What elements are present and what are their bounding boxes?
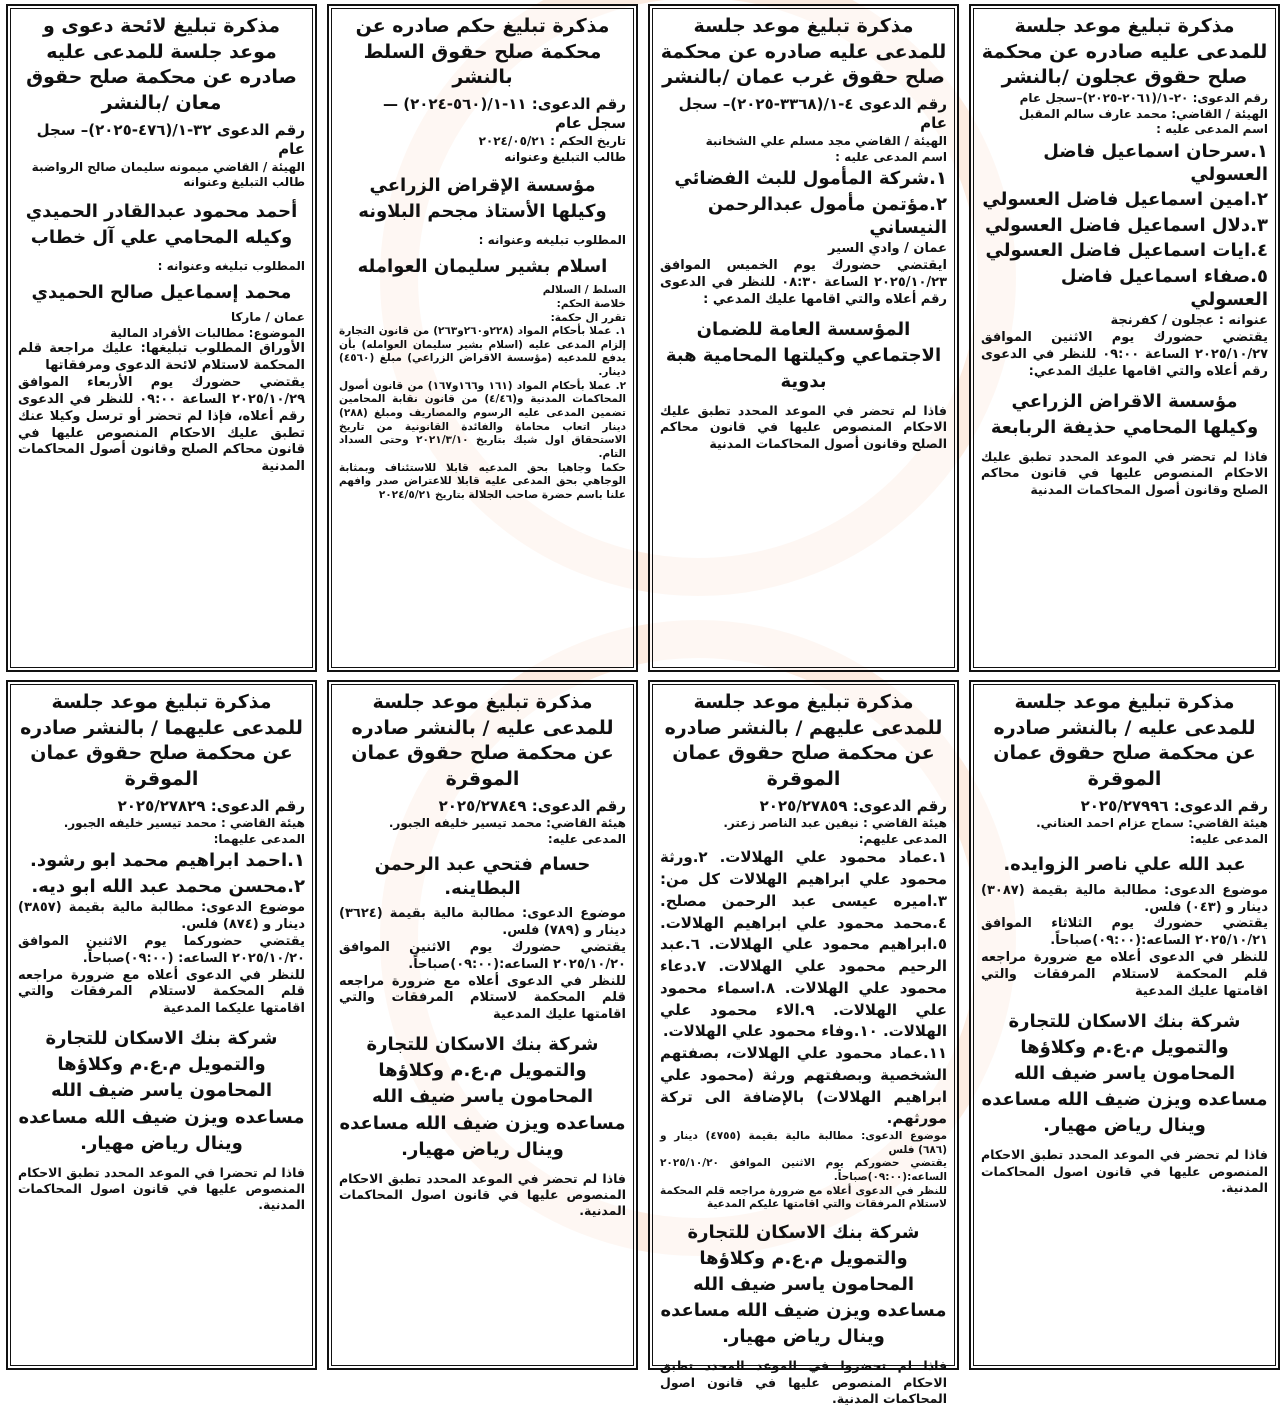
notice-meta: المطلوب تبليغه وعنوانه :: [478, 233, 626, 248]
case-number: رقم الدعوى: ٢٠٢٥/٢٧٨٢٩: [117, 796, 305, 815]
legal-notice: [6, 680, 317, 1370]
notice-body: عمان / وادي السير: [828, 241, 947, 257]
notice-detail: ١. عملا بأحكام المواد (٢٢٨و٢٦٠و٢٦٣) من قانون التجارة إلزام المدعى عليه (اسلام بشير سليمان العوامله) بأن يدفع للمدعيه (مؤسسة الاقراض الزراعي) مبلغ (٤٥٦٠) دينار.: [339, 325, 626, 379]
plaintiff-name: شركة بنك الاسكان للتجارة والتمويل م.ع.م وكلاؤها المحامون ياسر ضيف الله مساعده ويزن ضيف الله مساعده وينال رياض مهيار.: [18, 1028, 305, 1154]
notice-meta: هيئة القاضي : نيفين عبد الناصر زعتر.: [723, 816, 947, 831]
defendant-name: ٤.ايات اسماعيل فاضل العسولي: [985, 240, 1268, 262]
notice-meta: طالب التبليغ وعنوانه: [183, 175, 305, 190]
notice-detail: ٢. عملا بأحكام المواد (١٦١ و١٦٦و١٦٧) من قانون أصول المحاكمات المدنية و(٤/٤٦) من قانون نقابة المحامين تضمين المدعى عليه الرسوم والمصاريف ومبلغ (٢٨٨) دينار اتعاب محاماة والفائدة القانونية من تاريخ الاستحقاق اول شيك بتاريخ ٢٠٢١/٣/١٠ وحتى السداد التام.: [339, 379, 626, 460]
notice-title: مذكرة تبليغ موعد جلسة للمدعى عليه صادره عن محكمة صلح حقوق عجلون /بالنشر: [981, 15, 1268, 89]
notice-footer: فاذا لم تحضرا في الموعد المحدد تطبق الاحكام المنصوص عليها في قانون اصول المحاكمات المدنية.: [18, 1164, 305, 1213]
defendant-name: ٢.محسن محمد عبد الله ابو ديه.: [31, 875, 305, 897]
notice-body: موضوع الدعوى: مطالبة مالية بقيمة (٣٠٨٧) دينار و (٠٤٣) فلس.: [981, 882, 1268, 915]
party-name: محمد إسماعيل صالح الحميدي: [31, 281, 292, 303]
notice-meta: طالب التبليغ وعنوانه: [504, 149, 626, 164]
notice-meta: المطلوب تبليغه وعنوانه :: [157, 258, 305, 273]
plaintiff-name: شركة بنك الاسكان للتجارة والتمويل م.ع.م وكلاؤها المحامون ياسر ضيف الله مساعده ويزن ضيف الله مساعده وينال رياض مهيار.: [981, 1010, 1268, 1137]
notice-meta: المدعى عليه:: [1189, 831, 1268, 846]
notice-detail: السلط / السلالم: [542, 284, 626, 297]
notice-detail: تقرر ال حكمة:: [550, 311, 626, 324]
notice-meta: عمان / ماركا: [230, 309, 305, 324]
notice-body: ايقتضي حضورك يوم الخميس الموافق ٢٠٢٥/١٠/٢٣ الساعة ٠٨:٣٠ للنظر في الدعوى رقم أعلاه والتي اقامها عليك المدعي :: [660, 258, 948, 307]
notice-meta: المدعى عليهم:: [858, 831, 947, 846]
defendants-list: ١.عماد محمود علي الهلالات. ٢.ورثة محمود علي ابراهيم الهلالات كل من: ٣.اميره عيسى عبد الرحمن مصلح. ٤.محمد محمود علي ابراهيم الهلالات. ٥.ابراهيم محمود علي الهلالات. ٦.عبد الرحيم محمود علي الهلالات. ٧.دعاء محمود علي الهلالات. ٨.اسماء محمود علي الهلالات. ٩.الاء محمود علي الهلالات. ١٠.وفاء محمود علي الهلالات.: [660, 848, 947, 1041]
notice-meta: المدعى عليه:: [547, 831, 626, 846]
plaintiff-name: شركة بنك الاسكان للتجارة والتمويل م.ع.م وكلاؤها المحامون ياسر ضيف الله مساعده ويزن ضيف الله مساعده وينال رياض مهيار.: [339, 1034, 626, 1160]
notice-footer: فاذا لم تحضر في الموعد المحدد تطبق عليك الاحكام المنصوص عليها في قانون محاكم الصلح وقانون أصول المحاكمات المدنية: [660, 403, 947, 451]
legal-notice: [6, 4, 317, 672]
defendants-list: ١١.عماد محمود علي الهلالات، بصفتهم الشخصية وبصفتهم ورثة (محمود علي ابراهيم الهلالات) بالإضافة الى تركة مورثهم.: [660, 1044, 947, 1128]
plaintiff-name: المؤسسة العامة للضمان الاجتماعي وكيلتها المحامية هبة بدوية: [665, 318, 942, 393]
legal-notice: [648, 4, 959, 672]
notice-meta: اسم المدعى عليه :: [1156, 122, 1268, 137]
notice-title: مذكرة تبليغ حكم صادره عن محكمة صلح حقوق السلط بالنشر: [355, 15, 610, 89]
notice-meta: الهيئة / القاضي ميمونه سليمان صالح الرواضبة: [31, 159, 305, 174]
legal-notice: [327, 4, 638, 672]
notice-body: موضوع الدعوى: مطالبة مالية بقيمة (٣٨٥٧) دينار و (٨٧٤) فلس.: [18, 900, 305, 932]
notice-detail: خلاصة الحكم:: [556, 297, 626, 310]
plaintiff-name: شركة بنك الاسكان للتجارة والتمويل م.ع.م وكلاؤها المحامون ياسر ضيف الله مساعده ويزن ضيف الله مساعده وينال رياض مهيار.: [660, 1221, 947, 1348]
case-number: رقم الدعوى: ٢٠٢٥/٢٧٩٩٦: [1080, 796, 1268, 815]
legal-notice: [327, 680, 638, 1370]
notice-footer: فاذا لم تحضروا في الموعد المحدد تطبق الاحكام المنصوص عليها في قانون اصول المحاكمات المدنية.: [660, 1358, 947, 1406]
notice-footer: فاذا لم تحضر في الموعد المحدد تطبق الاحكام المنصوص عليها في قانون اصول المحاكمات المدنية.: [339, 1170, 626, 1219]
notice-detail: حكما وجاهيا بحق المدعيه قابلا للاستئناف وبمثابة الوجاهي بحق المدعى عليه قابلا للاعتراض صدر وافهم علنا باسم حضرة صاحب الجلالة بتاريخ ٢٠٢٤/٥/٢١: [339, 461, 626, 501]
plaintiff-name: مؤسسة الاقراض الزراعي وكيلها المحامي حذيفة الربابعة: [990, 391, 1259, 439]
defendant-name: ٢.مؤتمن مأمول عبدالرحمن النيساني: [707, 193, 947, 238]
notice-title: مذكرة تبليغ لائحة دعوى و موعد جلسة للمدعى عليه صادره عن محكمة صلح حقوق معان /بالنشر: [26, 15, 297, 114]
notice-footer: فاذا لم تحضر في الموعد المحدد تطبق عليك الاحكام المنصوص عليها في قانون محاكم الصلح وقانون أصول المحاكمات المدنية: [981, 449, 1268, 497]
notice-body: الأوراق المطلوب تبليغها: عليك مراجعة قلم المحكمة لاستلام لائحة الدعوى ومرفقاتها: [18, 341, 305, 373]
plaintiff-name: أحمد محمود عبدالقادر الحميدي وكيله المحامي علي آل خطاب: [25, 200, 298, 248]
notice-body: يقتضي حضورك يوم الاثنين الموافق ٢٠٢٥/١٠/٢٧ الساعة ٠٩:٠٠ للنظر في الدعوى رقم أعلاه والتي اقامها عليك المدعي:: [981, 330, 1269, 380]
notice-title: مذكرة تبليغ موعد جلسة للمدعى عليه صادره عن محكمة صلح حقوق غرب عمان /بالنشر: [660, 15, 947, 89]
notice-body: للنظر في الدعوى أعلاه مع ضرورة مراجعه قلم المحكمة لاستلام المرفقات والتي اقامتها عليك المدعية: [339, 973, 626, 1023]
notice-title: مذكرة تبليغ موعد جلسة للمدعى عليهم / بالنشر صادره عن محكمة صلح حقوق عمان الموقرة: [664, 691, 943, 790]
legal-notice: [648, 680, 959, 1406]
defendant-name: ٢.امين اسماعيل فاضل العسولي: [982, 189, 1268, 211]
party-name: حسام فتحي عبد الرحمن البطاينه.: [374, 854, 591, 899]
notices-grid: [6, 4, 1280, 1406]
notice-footer: فاذا لم تحضر في الموعد المحدد تطبق الاحكام المنصوص عليها في قانون اصول المحاكمات المدنية.: [981, 1147, 1268, 1195]
notice-body: يقتضي حضورك يوم الاثنين الموافق ٢٠٢٥/١٠/٢٠ الساعه:(٠٩:٠٠)صباحاً.: [339, 939, 626, 972]
notice-meta: المدعى عليهما:: [213, 831, 305, 846]
notice-meta: هيئة القاضي: سماح عزام احمد العناني.: [1036, 816, 1268, 831]
notice-meta: هيئة القاضي: محمد تيسير خليفه الجبور.: [388, 816, 626, 831]
notice-meta: رقم الدعوى: ٢٠-١/(٢٠٦١-٢٠٢٥)–سجل عام: [1019, 90, 1268, 105]
plaintiff-name: مؤسسة الإقراض الزراعي وكيلها الأستاذ مجحم البلاونه: [358, 175, 607, 223]
notice-body: يقتضي حضورك يوم الثلاثاء الموافق ٢٠٢٥/١٠/٢١ الساعه:(٠٩:٠٠)صباحاً.: [981, 916, 1268, 949]
defendant-name: ١.سرحان اسماعيل فاضل العسولي: [1043, 140, 1268, 186]
legal-notice: [969, 4, 1280, 672]
case-number: رقم الدعوى ٣٢-١/(٤٧٦-٢٠٢٥)– سجل عام: [36, 120, 305, 159]
case-number: رقم الدعوى: ٢٠٢٥/٢٧٨٥٩: [759, 796, 947, 815]
defendant-name: ١.احمد ابراهيم محمد ابو رشود.: [30, 850, 305, 872]
notice-meta: هيئة القاضي : محمد تيسير خليفه الجبور.: [63, 816, 305, 831]
case-number: رقم الدعوى: ٢٠٢٥/٢٧٨٤٩: [438, 796, 626, 815]
notice-detail: موضوع الدعوى: مطالبة مالية بقيمة (٤٧٥٥) دينار و (٦٨٦) فلس: [660, 1130, 947, 1156]
defendant-name: ٥.صفاء اسماعيل فاضل العسولي: [1060, 265, 1268, 311]
notice-title: مذكرة تبليغ موعد جلسة للمدعى عليه / بالنشر صادره عن محكمة صلح حقوق عمان الموقرة: [993, 691, 1256, 790]
notice-body: للنظر في الدعوى أعلاه مع ضرورة مراجعه قلم المحكمة لاستلام المرفقات والتي اقامتها عليك المدعية: [981, 950, 1268, 999]
notice-meta: الهيئة / القاضي: محمد عارف سالم المقبل: [1018, 106, 1268, 121]
notice-meta: اسم المدعى عليه :: [835, 149, 947, 164]
party-name: عبد الله علي ناصر الزوايده.: [1003, 854, 1246, 876]
notice-title: مذكرة تبليغ موعد جلسة للمدعى عليهما / بالنشر صادره عن محكمة صلح حقوق عمان الموقرة: [20, 691, 303, 790]
case-number: رقم الدعوى: ١١-١/(٥٦٠-٢٠٢٤) — سجل عام: [383, 94, 626, 133]
legal-notice: [969, 680, 1280, 1370]
notice-body: يقتضي حضورك يوم الأربعاء الموافق ٢٠٢٥/١٠/٢٩ الساعة ٠٩:٠٠ للنظر في الدعوى رقم أعلاه، فإذا لم تحضر أو ترسل وكيلا عنك تطبق عليك الاحكام المنصوص عليها في قانون محاكم الصلح وقانون أصول المحاكمات المدنية: [18, 374, 306, 475]
notice-detail: للنظر في الدعوى أعلاه مع ضرورة مراجعه قلم المحكمة لاستلام المرفقات والتي اقامتها عليكم المدعية: [660, 1184, 947, 1211]
notice-title: مذكرة تبليغ موعد جلسة للمدعى عليه / بالنشر صادره عن محكمة صلح حقوق عمان الموقرة: [351, 691, 614, 790]
notice-body: موضوع الدعوى: مطالبة مالية بقيمة (٣٦٢٤) دينار و (٧٨٩) فلس.: [339, 906, 626, 938]
case-number: رقم الدعوى ٤-١/(٣٣٦٨-٢٠٢٥)– سجل عام: [678, 94, 947, 133]
notice-meta: تاريخ الحكم : ٢٠٢٤/٠٥/٢١: [478, 133, 626, 148]
notice-detail: يقتضي حضوركم يوم الاثنين الموافق ٢٠٢٥/١٠/٢٠ الساعه:(٠٩:٠٠)صباحاً.: [660, 1157, 947, 1183]
notice-meta: الهيئة / القاضي مجد مسلم علي الشخانبة: [705, 133, 947, 148]
notice-meta: الموضوع: مطالبات الأفراد المالية: [110, 325, 305, 340]
notice-body: عنوانه : عجلون / كفرنجة: [1110, 313, 1268, 329]
defendant-name: ٣.دلال اسماعيل فاضل العسولي: [985, 214, 1268, 236]
party-name: اسلام بشير سليمان العوامله: [357, 255, 608, 277]
notice-body: يقتضي حضوركما يوم الاثنين الموافق ٢٠٢٥/١٠/٢٠ الساعه: (٠٩:٠٠)صباحاً.: [18, 933, 305, 966]
defendant-name: ١.شركة المأمول للبث الفضائي: [674, 168, 947, 190]
notice-body: للنظر في الدعوى أعلاه مع ضرورة مراجعه قلم المحكمة لاستلام المرفقات والتي اقامتها عليكما المدعية: [18, 967, 305, 1017]
